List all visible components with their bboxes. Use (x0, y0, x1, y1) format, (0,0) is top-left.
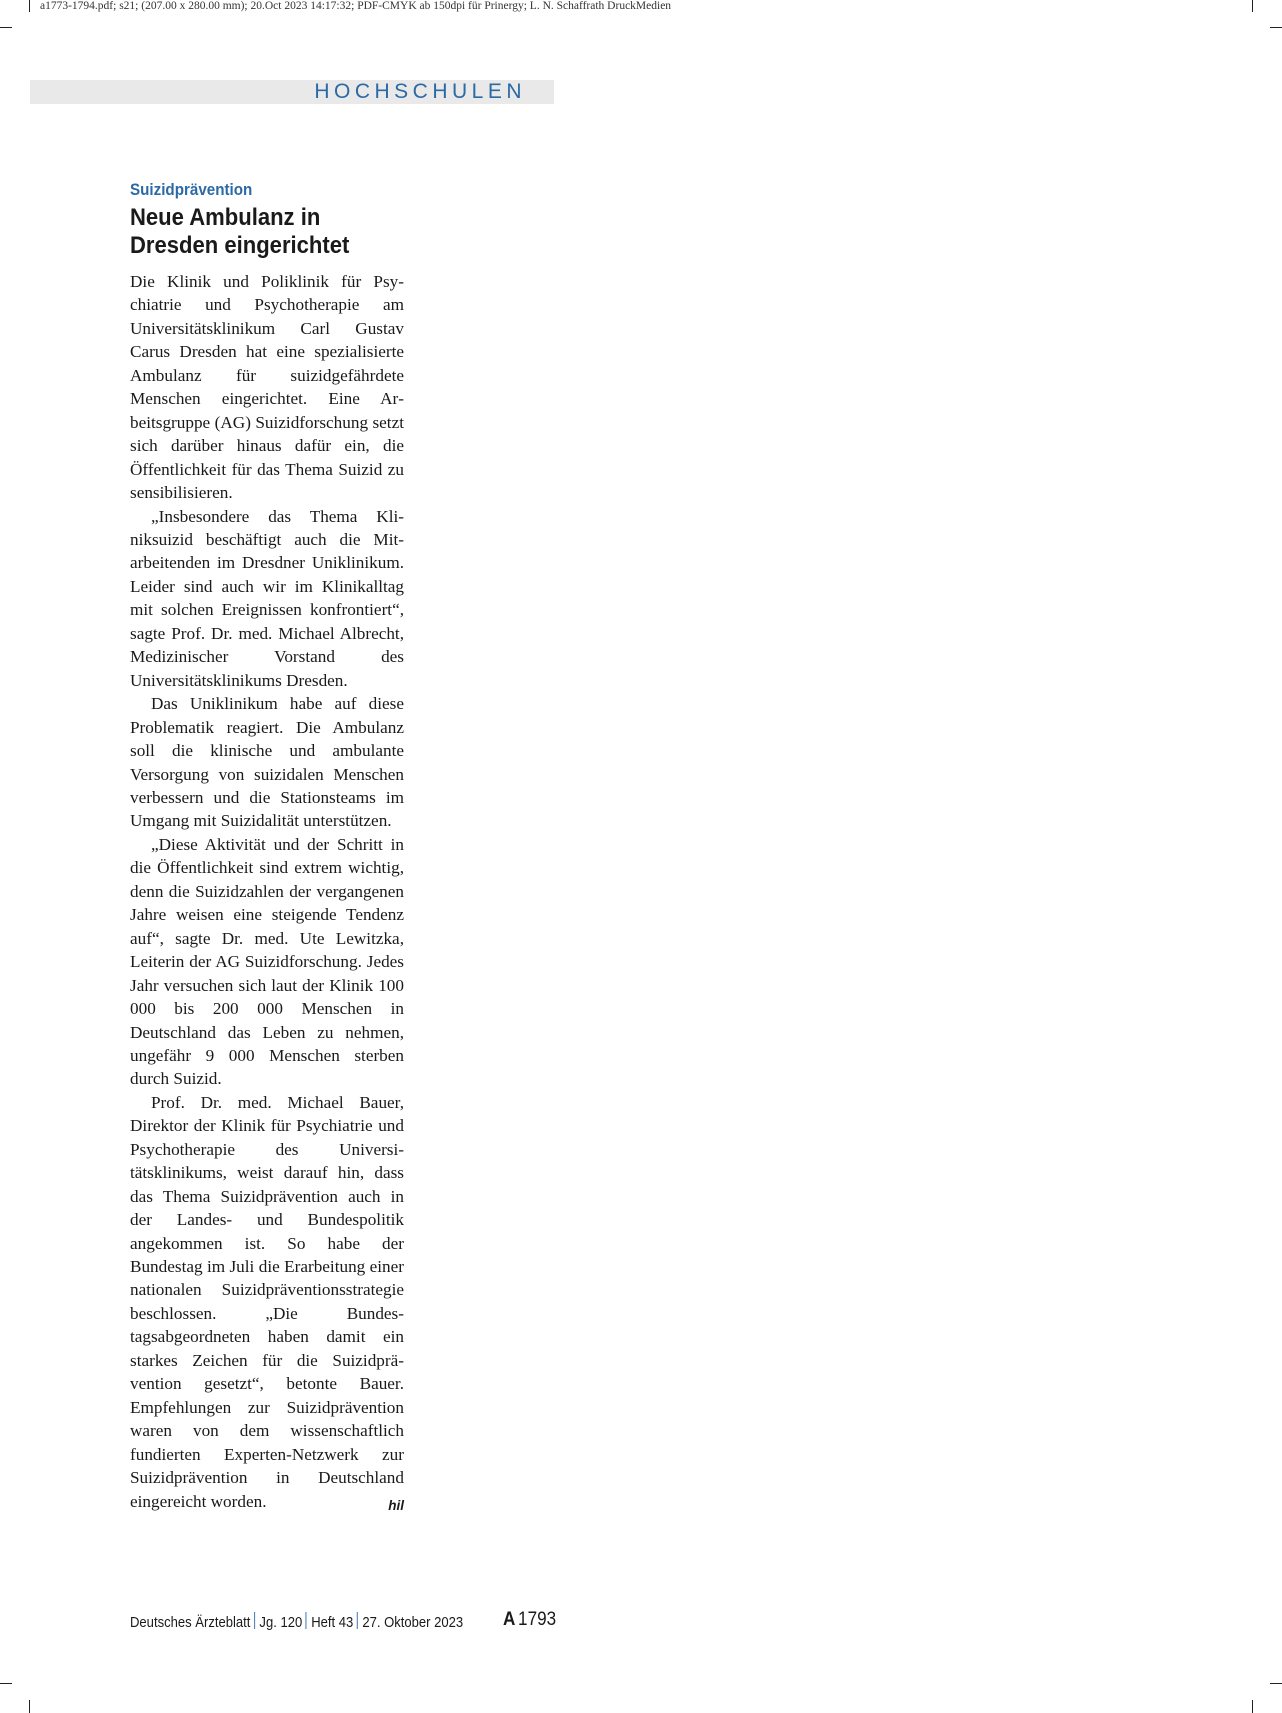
page-footer (130, 1612, 517, 1631)
paragraph-3: Das Uniklinikum habe auf diese Problematik reagiert. Die Ambulanz soll die klinische und ambulante Versorgung von suizidalen Menschen verbessern und die Stationsteams im Umgang mit Suizidalität unterstützen. (130, 694, 404, 831)
footer-volume: Jg. 120 (259, 1615, 303, 1631)
crop-mark-top-left-h (0, 27, 12, 28)
print-info-line: a1773-1794.pdf; s21; (207.00 x 280.00 mm); 20.Oct 2023 14:17:32; PDF-CMYK ab 150dpi für Prinergy; L. N. Schaffrath DruckMedien (40, 0, 672, 12)
paragraph-1: Die Klinik und Poliklinik für Psychiatrie und Psychotherapie am Universitätsklinikum Carl Gustav Carus Dresden hat eine spezialisierte Ambulanz für suizidgefährdete Menschen eingerichtet. Eine Arbeitsgruppe (AG) Suizidforschung setzt sich darüber hinaus dafür ein, die Öffentlichkeit für das Thema Suizid zu sensibilisieren. (130, 272, 404, 503)
paragraph-5-text: Prof. Dr. med. Michael Bauer, Direktor der Klinik für Psychiatrie und Psychotherapie des Universitätsklinikums, weist darauf hin, dass das Thema Suizidprävention auch in der Landes- und Bundespolitik angekommen ist. So habe der Bundestag im Juli die Erarbeitung einer nationalen Suizidpräventionsstrategie beschlossen. „Die Bundestagsabgeordneten haben damit ein starkes Zeichen für die Suizidprävention gesetzt“, betonte Bauer. Empfehlungen zur Suizidprävention waren von dem wissenschaftlich fundierten Experten-Netzwerk zur Suizidprävention in Deutschland eingereicht worden. (130, 1092, 404, 1511)
crop-mark-top-right-v (1252, 0, 1253, 12)
page-number (503, 1609, 556, 1631)
page-prefix: A (503, 1609, 516, 1630)
article (130, 178, 404, 1517)
article-body (130, 270, 404, 1513)
crop-mark-bottom-left-h (0, 1683, 12, 1684)
article-headline (130, 204, 409, 260)
author-initials: hil (388, 1497, 404, 1513)
section-title: HOCHSCHULEN (314, 80, 526, 103)
footer-date: 27. Oktober 2023 (362, 1615, 464, 1631)
crop-mark-bottom-right-v (1252, 1700, 1253, 1713)
footer-separator (357, 1612, 358, 1629)
crop-mark-top-left-v (29, 0, 30, 12)
article-kicker: Suizidprävention (130, 181, 253, 199)
headline-line-1: Neue Ambulanz in (130, 204, 321, 231)
paragraph-5 (130, 1091, 404, 1513)
footer-separator (306, 1612, 307, 1629)
paragraph-2: „Insbesondere das Thema Kliniksuizid beschäftigt auch die Mitarbeitenden im Dresdner Uniklinikum. Leider sind auch wir im Klinikalltag mit solchen Ereignissen konfrontiert“, sagte Prof. Dr. med. Michael Albrecht, Medizinischer Vorstand des Universitätsklinikums Dresden. (130, 506, 404, 690)
headline-line-2: Dresden eingerichtet (130, 232, 350, 259)
paragraph-4: „Diese Aktivität und der Schritt in die Öffentlichkeit sind extrem wichtig, denn die Suizidzahlen der vergangenen Jahre weisen eine steigende Tendenz auf“, sagte Dr. med. Ute Lewitzka, Leiterin der AG Suizidforschung. Jedes Jahr versuchen sich laut der Klinik 100 000 bis 200 000 Menschen in Deutschland das Leben zu nehmen, ungefähr 9 000 Menschen sterben durch Suizid. (130, 834, 404, 1089)
footer-journal: Deutsches Ärzteblatt (130, 1615, 251, 1631)
crop-mark-bottom-left-v (29, 1700, 30, 1713)
crop-mark-bottom-right-h (1270, 1683, 1282, 1684)
page-number-value: 1793 (518, 1609, 557, 1630)
footer-issue: Heft 43 (311, 1615, 354, 1631)
crop-mark-top-right-h (1270, 27, 1282, 28)
footer-separator (254, 1612, 255, 1629)
